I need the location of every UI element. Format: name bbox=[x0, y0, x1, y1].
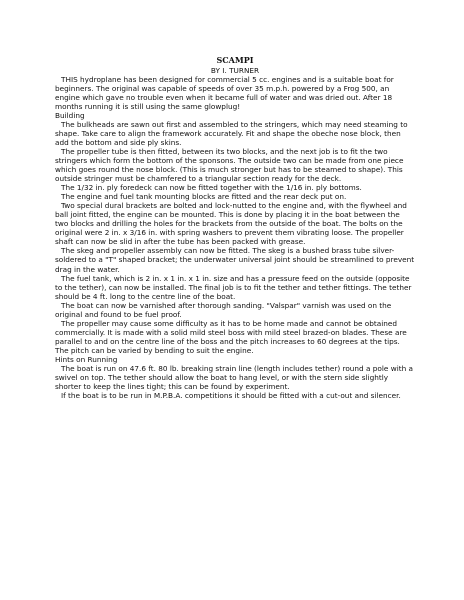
building-paragraph: The 1/32 in. ply foredeck can now be fitted together with the 1/16 in. ply bottoms. bbox=[61, 183, 362, 193]
hints-paragraph: If the boat is to be run in M.P.B.A. competitions it should be fitted with a cut-out and silencer. bbox=[61, 391, 401, 401]
article-title: SCAMPI bbox=[216, 55, 254, 65]
building-paragraph: The bulkheads are sawn out first and assembled to the stringers, which may need steaming to shape. Take care to align the framework accurately. Fit and shape the obeche nose block, then add the bottom and side ply skins. bbox=[55, 119, 408, 147]
hints-paragraph: The boat is run on 47.6 ft. 80 lb. breaking strain line (length includes tether) round a pole with a swivel on top. The tether should allow the boat to hang level, or with the stern side slightly shorter to keep the lines tight; this can be found by experiment. bbox=[55, 364, 414, 392]
building-paragraph: Two special dural brackets are bolted and lock-nutted to the engine and, with the flywheel and ball joint fitted, the engine can be mounted. This is done by placing it in the boat between the two blocks and drilling the holes for the brackets from the outside of the boat. The bolts on the original were 2 in. x 3/16 in. with spring washers to prevent them vibrating loose. The propeller shaft can now be slid in after the tube has been packed with grease. bbox=[55, 201, 407, 247]
article bbox=[55, 56, 415, 400]
building-paragraph: The boat can now be varnished after thorough sanding. "Valspar" varnish was used on the original and found to be fuel proof. bbox=[55, 300, 392, 319]
section-heading-building: Building bbox=[55, 110, 85, 120]
intro-paragraph: THIS hydroplane has been designed for commercial 5 cc. engines and is a suitable boat for beginners. The original was capable of speeds of over 35 m.p.h. powered by a Frog 500, an engine which gave no trouble even when it became full of water and was dried out. After 18 months running it is still using the same glowplug! bbox=[55, 74, 394, 111]
building-paragraph: The propeller may cause some difficulty as it has to be home made and cannot be obtained commercially. It is made with a solid mild steel boss with mild steel brazed-on blades. These are parallel to and on the centre line of the boss and the pitch increases to 60 degrees at the tips. The pitch can be varied by bending to suit the engine. bbox=[55, 318, 407, 355]
section-heading-hints: Hints on Running bbox=[55, 355, 118, 364]
article-byline: BY I. TURNER bbox=[210, 65, 260, 75]
building-paragraph: The skeg and propeller assembly can now be fitted. The skeg is a bushed brass tube silver-soldered to a "T" shaped bracket; the underwater universal joint should be streamlined to prevent drag in the water. bbox=[55, 246, 415, 274]
building-paragraph: The fuel tank, which is 2 in. x 1 in. x 1 in. size and has a pressure feed on the outside (opposite to the tether), can now be installed. The final job is to fit the tether and tether fittings. The tether should be 4 ft. long to the centre line of the boat. bbox=[55, 273, 412, 301]
building-paragraph: The engine and fuel tank mounting blocks are fitted and the rear deck put on. bbox=[61, 192, 347, 202]
building-paragraph: The propeller tube is then fitted, between its two blocks, and the next job is to fit the two stringers which form the bottom of the sponsons. The outside two can be made from one piece which goes round the nose block. (This is much stronger but has to be steamed to shape). This outside stringer must be chamfered to a triangular section ready for the deck. bbox=[55, 146, 404, 184]
